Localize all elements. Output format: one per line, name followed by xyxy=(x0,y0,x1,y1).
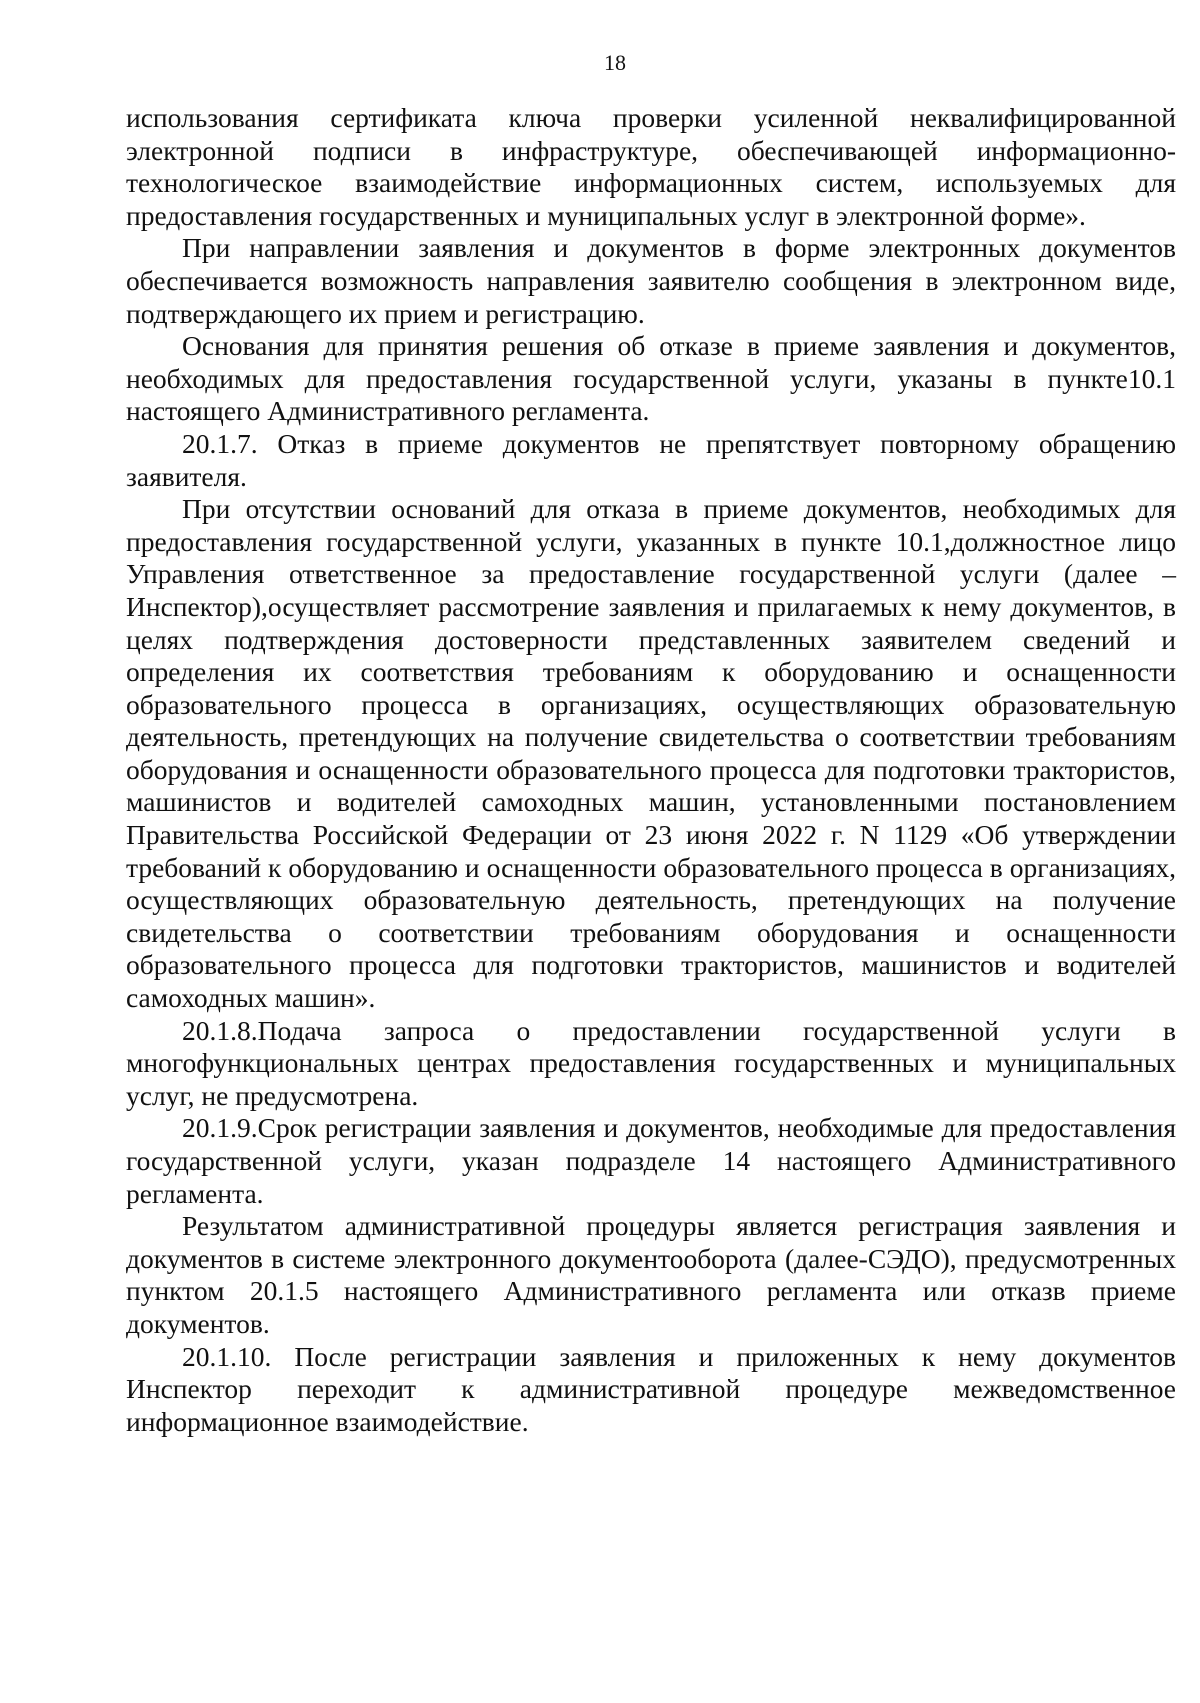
paragraph: Результатом административной процедуры является регистрация заявления и документов в системе электронного документооборота (далее-СЭДО), предусмотренных пунктом 20.1.5 настоящего Административного регламента или отказв приеме документов. xyxy=(126,1210,1176,1339)
paragraph: При направлении заявления и документов в форме электронных документов обеспечивается возможность направления заявителю сообщения в электронном виде, подтверждающего их прием и регистрацию. xyxy=(126,232,1176,329)
paragraph: 20.1.8.Подача запроса о предоставлении государственной услуги в многофункциональных центрах предоставления государственных и муниципальных услуг, не предусмотрена. xyxy=(126,1014,1176,1111)
page-number: 18 xyxy=(604,50,626,75)
paragraph: 20.1.9.Срок регистрации заявления и документов, необходимые для предоставления государственной услуги, указан подразделе 14 настоящего Административного регламента. xyxy=(126,1112,1176,1209)
paragraph: Основания для принятия решения об отказе в приеме заявления и документов, необходимых для предоставления государственной услуги, указаны в пункте10.1 настоящего Административного регламента. xyxy=(126,330,1176,427)
paragraph: 20.1.10. После регистрации заявления и приложенных к нему документов Инспектор переходит к административной процедуре межведомственное информационное взаимодействие. xyxy=(126,1340,1176,1437)
paragraph: При отсутствии оснований для отказа в приеме документов, необходимых для предоставления государственной услуги, указанных в пункте 10.1,должностное лицо Управления ответственное за предоставление государственной услуги (далее – Инспектор),осуществляет рассмотрение заявления и прилагаемых к нему документов, в целях подтверждения достоверности представленных заявителем сведений и определения их соответствия требованиям к оборудованию и оснащенности образовательного процесса в организациях, осуществляющих образовательную деятельность, претендующих на получение свидетельства о соответствии требованиям оборудования и оснащенности образовательного процесса для подготовки трактористов, машинистов и водителей самоходных машин, установленными постановлением Правительства Российской Федерации от 23 июня 2022 г. N 1129 «Об утверждении требований к оборудованию и оснащенности образовательного процесса в организациях, осуществляющих образовательную деятельность, претендующих на получение свидетельства о соответствии требованиям оборудования и оснащенности образовательного процесса для подготовки трактористов, машинистов и водителей самоходных машин». xyxy=(126,493,1176,1014)
paragraph: использования сертификата ключа проверки усиленной неквалифицированной электронной подписи в инфраструктуре, обеспечивающей информационно-технологическое взаимодействие информационных систем, используемых для предоставления государственных и муниципальных услуг в электронной форме». xyxy=(126,102,1176,231)
paragraph: 20.1.7. Отказ в приеме документов не препятствует повторному обращению заявителя. xyxy=(126,427,1176,492)
document-body xyxy=(126,102,1176,1438)
